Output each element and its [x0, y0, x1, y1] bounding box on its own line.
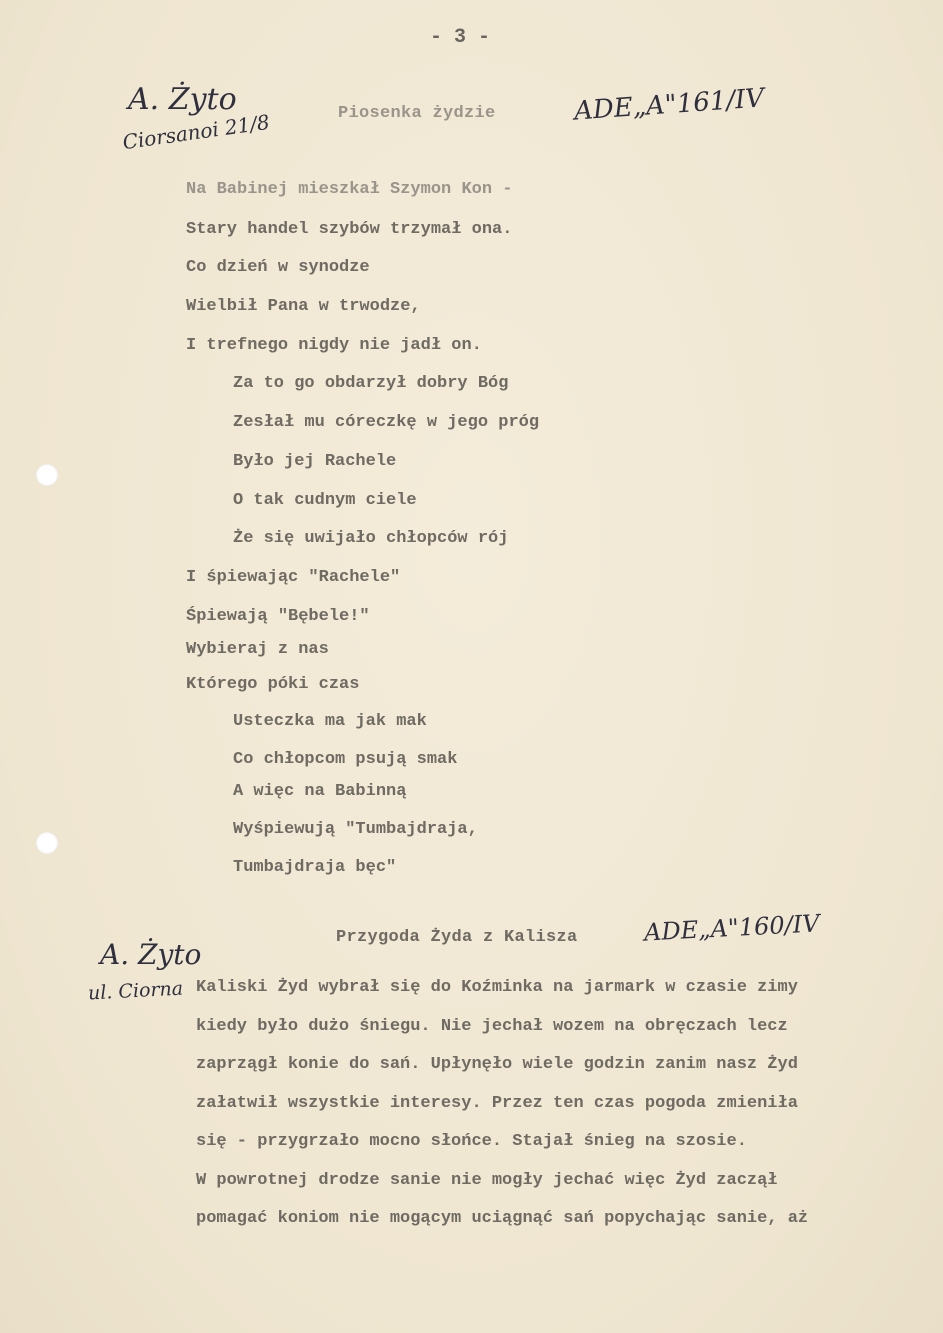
song-line: O tak cudnym ciele	[233, 491, 417, 510]
story-paragraph	[196, 978, 896, 1248]
song-line: Wyśpiewują "Tumbajdraja,	[233, 820, 478, 839]
story-line: załatwił wszystkie interesy. Przez ten czas pogoda zmieniła	[196, 1093, 798, 1113]
song-line: I śpiewając "Rachele"	[186, 568, 401, 587]
song-line: Którego póki czas	[186, 675, 360, 694]
story-line: W powrotnej drodze sanie nie mogły jechać więc Żyd zaczął	[196, 1170, 778, 1190]
punch-hole-top	[36, 464, 58, 486]
handwritten-author-note: A. Żyto	[128, 82, 237, 117]
song-line: Wybieraj z nas	[186, 640, 329, 659]
handwritten-place-note: Ciorsanoi 21/8	[121, 109, 272, 155]
story-title: Przygoda Żyda z Kalisza	[336, 928, 578, 947]
story-line: zaprzągł konie do sań. Upłynęło wiele godzin zanim nasz Żyd	[196, 1055, 798, 1074]
song-line: Było jej Rachele	[233, 452, 397, 471]
song-line: Śpiewają "Bębele!"	[186, 607, 370, 626]
song-line: Zesłał mu córeczkę w jego próg	[233, 413, 540, 432]
song-line: A więc na Babinną	[233, 782, 407, 801]
story-line: kiedy było dużo śniegu. Nie jechał wozem na obręczach lecz	[196, 1016, 788, 1036]
song-title: Piosenka żydzie	[338, 104, 496, 123]
punch-hole-bottom	[36, 832, 58, 854]
story-line: się - przygrzało mocno słońce. Stajał śnieg na szosie.	[196, 1132, 747, 1151]
song-line: Usteczka ma jak mak	[233, 712, 427, 731]
song-line: Że się uwijało chłopców rój	[233, 529, 509, 548]
handwritten-place-note-story: ul. Ciorna	[87, 977, 184, 1005]
page-number: - 3 -	[430, 26, 491, 49]
song-line: Co dzień w synodze	[186, 258, 370, 277]
archive-reference-song: ADE„A"161/IV	[573, 83, 766, 127]
archive-reference-story: ADE„A"160/IV	[643, 909, 821, 947]
song-line: Stary handel szybów trzymał ona.	[186, 220, 513, 239]
song-line: I trefnego nigdy nie jadł on.	[186, 336, 482, 355]
song-line: Za to go obdarzył dobry Bóg	[233, 374, 509, 393]
song-line: Tumbajdraja bęc"	[233, 858, 397, 877]
story-line: pomagać koniom nie mogącym uciągnąć sań popychając sanie, aż	[196, 1209, 809, 1228]
song-line: Na Babinej mieszkał Szymon Kon -	[186, 180, 513, 199]
story-line: Kaliski Żyd wybrał się do Koźminka na jarmark w czasie zimy	[196, 978, 798, 997]
song-line: Wielbił Pana w trwodze,	[186, 297, 421, 316]
handwritten-author-note-story: A. Żyto	[100, 938, 202, 971]
song-line: Co chłopcom psują smak	[233, 750, 458, 769]
